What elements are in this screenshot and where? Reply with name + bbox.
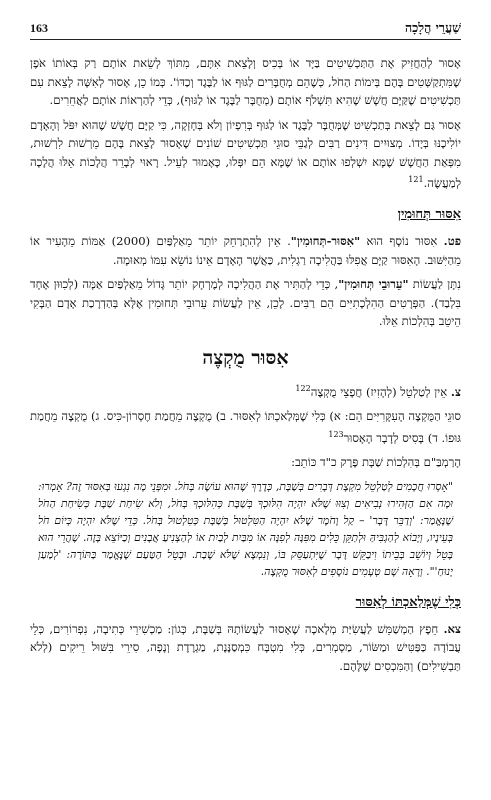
paragraph: צ. אֵין לְטַלְטֵל (לְהָזִיז) חֲפָצֵי מֻקְצֶה$^{122}$ bbox=[295, 383, 461, 399]
paragraph: אָסוּר גַּם לָצֵאת בְּתַכְשִׁיט שֶׁמְּחֻבָּר לַבֶּגֶד אוֹ לַגּוּף בְּרִפְיוֹן וְלֹא בְּחָזְקָה, כִּי קַיָּם חֲשָׁשׁ שֶׁהוּא יִפֹּל וְהָאָדָם יוֹלִיכֶנּוּ בְּיָדוֹ. מְצוּיִים דִּינִים רַבִּים לְגַבֵּי סוּגֵי תַּכְשִׁיטִים שׁוֹנִים שֶׁאָסוּר לָצֵאת בָּהֶם מֵרְשׁוּת לִרְשׁוּת, מִפְּאַת הַחֲשָׁשׁ שֶׁמָּא יִשְׁלְפוּ אוֹתָם אוֹ שֶׁמָּא הֵם יִפְּלוּ, כָּאָמוּר לְעֵיל. רָאוּי לְבָרֵר הֲלָכוֹת אֵלּוּ הֲלָכָה לְמַעֲשֶׂה.$^{121}$ bbox=[30, 117, 461, 190]
footnote-ref: 121 bbox=[408, 175, 424, 184]
paragraph-label: פט. bbox=[443, 234, 462, 249]
footnote-ref: 123 bbox=[328, 429, 344, 439]
running-title: שַׁעֲרֵי הֲלָכָה bbox=[404, 20, 461, 35]
section-heading: אִסּוּר תְּחוּמִין bbox=[397, 207, 461, 223]
footnote-ref: 122 bbox=[295, 383, 311, 393]
paragraph: סוּגֵי הַמֻּקְצֶה הָעִקָּרִיִּים הֵם: א) כְּלִי שֶׁמְּלַאכְתּוֹ לְאִסּוּר. ב) מֻקְצֶה מֵחֲמַת חֶסְרוֹן-כִּיס. ג) מֻקְצֶה מֵחֲמַת גּוּפוֹ. ד) בָּסִיס לְדָבָר הָאָסוּר$^{123}$ bbox=[30, 409, 461, 445]
paragraph: צא. חֵפֶץ הַמְשַׁמֵּשׁ לַעֲשִׂיַּת מְלָאכָה שֶׁאָסוּר לַעֲשׂוֹתָהּ בְּשַׁבָּת, כְּגוֹן: מַכְשִׁירֵי כְּתִיבָה, נִפְרוֹרִים, כְּלֵי עֲבוֹדָה כַּפַּטִּישׁ וּמַשּׂוֹר, מַסְמְרִים, כְּלִי מִטְבָּח כִּמְסַנֶּנֶת, מַגְרֶדֶת וְנָפָה, סִירֵי בִּשּׁוּל רֵיקִים (לְלֹא תַּבְשִׁילִים) וְהַמִּכְסִים שֶׁלָּהֶם. bbox=[30, 621, 461, 673]
paragraph-label: צא. bbox=[443, 621, 461, 636]
paragraph: נִתָּן לַעֲשׂוֹת "עֵרוּבֵי תְּחוּמִין", כְּדֵי לְהַתִּיר אֶת הַהֲלִיכָה לְמֶרְחָק יוֹתֵר גָּדוֹל מֵאַלְפַּיִם אַמָּה (לְכִוּוּן אֶחָד בִּלְבַד). הַפְּרָטִים הַהִלְכָתִיִּים הֵם רַבִּים. לָכֵן, אֵין לַעֲשׂוֹת עֵרוּבֵי תְּחוּמִין אֶלָּא בְּהַדְרָכַת אָדָם הַבָּקִי הֵיטֵב בְּהִלְכוֹת אֵלּוּ. bbox=[30, 277, 461, 329]
quotation-block: "אָסְרוּ חֲכָמִים לְטַלְטֵל מִקְצָת דְּבָרִים בְּשַׁבָּת, כְּדֶרֶךְ שֶׁהוּא עוֹשֶׂה בְּחֹל. וּמִפְּנֵי מָה נִגְעוּ בְּאִסּוּר זֶה? אָמְרוּ: וּמָה אִם הַזְּהִירוּ נְבִיאִים וְצִוּוּ שֶׁלֹּא יִהְיֶה הִלּוּכְךָ בְּשַׁבָּת כְּהִלּוּכְךָ בְּחֹל, וְלֹא שִׂיחַת שַׁבָּת כְּשִׂיחַת הַחֹל שֶׁנֶּאֱמַר: 'וְדַבֵּר דָּבָר' – קַל וָחֹמֶר שֶׁלֹּא יִהְיֶה הַטִּלְטוּל בְּשַׁבָּת כְּטִלְטוּל בְּחֹל. כְּדֵי שֶׁלֹּא יִהְיֶה כְּיוֹם חֹל בְּעֵינָיו, וְיָבוֹא לְהַגְבִּיהַּ וּלְתַקֵּן כֵּלִים מִפִּנָּה לְפִנָּה אוֹ מִבַּיִת לְבַיִת אוֹ לְהַצְנִיעַ אֲבָנִים וְכַיּוֹצֵא בָּזֶה. שֶׁהֲרֵי הוּא בָּטֵל וְיוֹשֵׁב בְּבֵיתוֹ וִיבַקֵּשׁ דָּבָר שֶׁיִּתְעַסֵּק בּוֹ, וְנִמְצָא שֶׁלֹּא שָׁבַת. וּבָטֵל הַטַּעַם שֶׁנֶּאֱמַר בַּתּוֹרָה: 'לְמַעַן יָנוּחַ'". וְרָאָה שָׁם טְעָמִים נוֹסָפִים לְאִסּוּר מֻקְצֶה. bbox=[38, 479, 453, 578]
section-title: אִסּוּר מֻקְצֶה bbox=[202, 346, 289, 369]
paragraph: פט. אִסּוּר נוֹסָף הוּא "אִסּוּר-תְּחוּמִין". אֵין לְהִתְרַחֵק יוֹתֵר מֵאַלְפַּיִם (2000) אַמּוֹת מֵהָעִיר אוֹ מֵהַיִּשּׁוּב. הָאִסּוּר קַיָּם אֲפִלּוּ בַּהֲלִיכָה רַגְלִית, כַּאֲשֶׁר הָאָדָם אֵינוֹ נוֹשֵׂא עִמּוֹ מְאוּמָה. bbox=[30, 234, 462, 267]
section-heading: כְּלִי שֶׁמְּלַאכְתּוֹ לְאִסּוּר bbox=[355, 594, 461, 610]
paragraph-label: צ. bbox=[450, 384, 461, 399]
page-number: 163 bbox=[30, 21, 48, 35]
paragraph: אָסוּר לְהַחֲזִיק אֶת הַתַּכְשִׁיטִים בַּיָּד אוֹ בְּכִיס וְלָצֵאת אִתָּם, מִתּוֹךְ לְשֵׂאת אוֹתָם רַק בְּאוֹתוֹ אֹפֶן שֶׁמִּתְקַשְּׁטִים בָּהֶם בְּימוֹת הַחֹל, כְּשֶׁהֵם מְחֻבָּרִים לַגּוּף אוֹ לַבֶּגֶד וְכַדּוֹ'. כְּמוֹ כֵן, אָסוּר לְאִשָּׁה לָצֵאת עִם תַּכְשִׁיטִים שֶׁקַּיָּם חֲשָׁשׁ שֶׁהִיא תִּשְׁלֹף אוֹתָם (מְחֻבָּר לַבֶּגֶד אוֹ לַגּוּף), כְּדֵי לְהַרְאוֹת אוֹתָם לַאֲחֵרִים. bbox=[30, 56, 461, 107]
page-header bbox=[30, 14, 461, 40]
paragraph: הָרַמְבַּ"ם בְּהִלְכוֹת שַׁבָּת פֶּרֶק כ"ד כּוֹתֵב: bbox=[291, 455, 461, 470]
